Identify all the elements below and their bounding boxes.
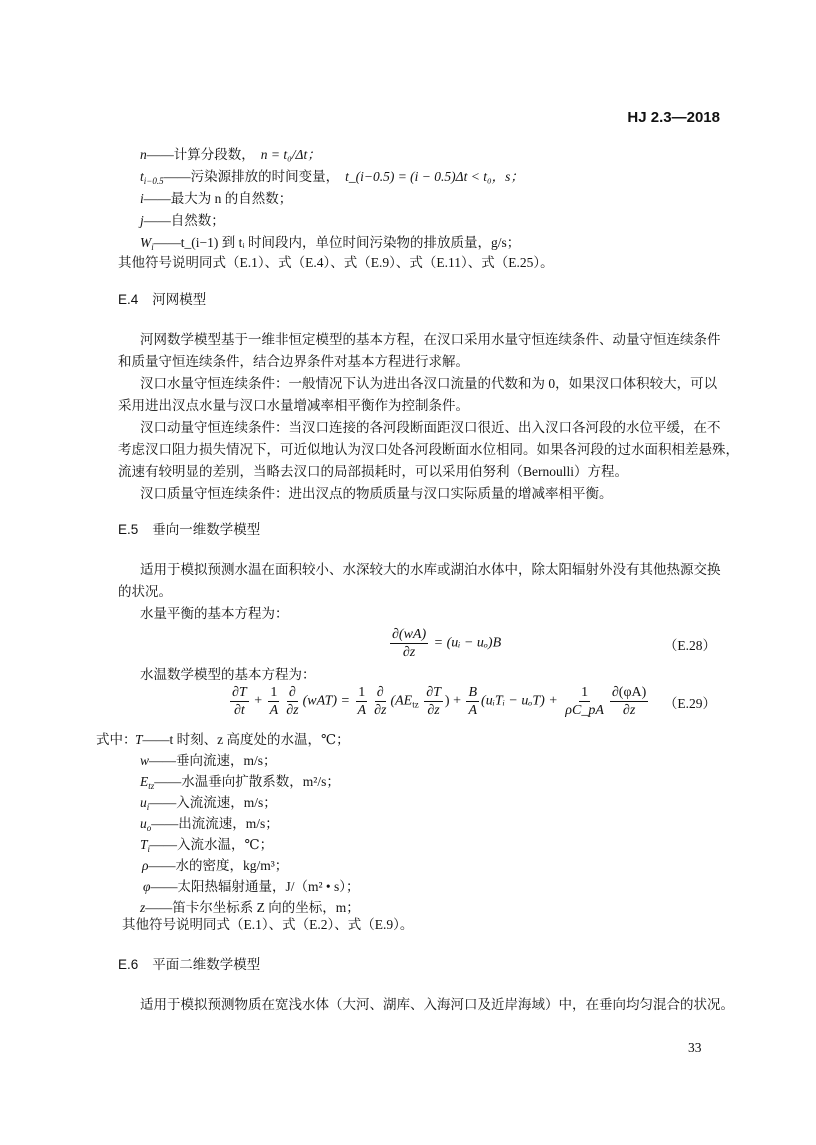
paragraph-line: 汊口水量守恒连续条件：一般情况下认为进出各汊口流量的代数和为 0，如果汊口体积较大，可以 xyxy=(140,376,718,391)
symbol: E xyxy=(140,774,149,789)
definition-text: ——最大为 n 的自然数； xyxy=(143,191,293,206)
paragraph-line: 采用进出汊点水量与汊口水量增减率相平衡作为控制条件。 xyxy=(118,398,469,413)
paragraph-line: 流速有较明显的差别，当略去汊口的局部损耗时，可以采用伯努利（Bernoulli）方程。 xyxy=(118,464,628,479)
section-title: 平面二维数学模型 xyxy=(152,957,261,972)
equation-label-e28: （E.28） xyxy=(663,638,716,653)
symbol-subscript: i xyxy=(146,802,150,812)
symbol-subscript: i xyxy=(151,242,154,252)
paragraph-line: 水量平衡的基本方程为： xyxy=(140,606,289,621)
section-heading-e4 xyxy=(118,290,206,310)
symbol: n xyxy=(140,147,147,162)
definition-text: ——太阳热辐射通量，J/（m² • s）； xyxy=(150,879,360,894)
where-label: 式中： xyxy=(96,732,137,747)
symbol-definition xyxy=(140,189,292,209)
definition-text: ——入流流速，m/s； xyxy=(149,795,277,810)
symbol: T xyxy=(135,732,143,747)
paragraph-line: 适用于模拟预测水温在面积较小、水深较大的水库或湖泊水体中，除太阳辐射外没有其他热源交换 xyxy=(140,562,721,577)
symbol-definition xyxy=(135,730,350,750)
definition-formula: n = t₀/Δt； xyxy=(260,147,321,162)
equation-e28: $\frac{\partial(wA)}{\partial z}$ = (uᵢ − uₒ)B xyxy=(392,627,502,660)
symbol-subscript: tz xyxy=(148,781,155,791)
symbol-definition xyxy=(140,751,277,771)
symbol: j xyxy=(140,213,144,228)
paragraph-line: 的状况。 xyxy=(118,584,172,599)
symbol-subscript: i−0.5 xyxy=(143,176,164,186)
section-title: 垂向一维数学模型 xyxy=(152,522,261,537)
definition-text: ——笛卡尔坐标系 Z 向的坐标，m； xyxy=(145,900,360,915)
paragraph-line: 水温数学模型的基本方程为： xyxy=(140,667,316,682)
symbol-definition xyxy=(140,145,321,165)
definition-text: ——水温垂向扩散系数，m²/s； xyxy=(154,774,340,789)
symbol-definition xyxy=(140,167,524,191)
paragraph-line: 汊口质量守恒连续条件：进出汊点的物质质量与汊口实际质量的增减率相平衡。 xyxy=(140,486,613,501)
definition-text: ——出流流速，m/s； xyxy=(151,816,279,831)
definition-text: ——水的密度，kg/m³； xyxy=(148,858,289,873)
symbol: W xyxy=(140,235,152,250)
other-symbols-note: 其他符号说明同式（E.1）、式（E.4）、式（E.9）、式（E.11）、式（E.25）。 xyxy=(118,255,554,270)
symbol: w xyxy=(140,753,150,768)
symbol-definition xyxy=(140,211,225,231)
section-number: E.6 xyxy=(118,957,139,972)
section-number: E.4 xyxy=(118,292,139,307)
symbol: φ xyxy=(143,879,151,894)
symbol: z xyxy=(140,900,146,915)
symbol: i xyxy=(140,191,144,206)
equation-label-e29: （E.29） xyxy=(663,696,716,711)
symbol-subscript: i xyxy=(147,844,151,854)
symbol-definition xyxy=(142,856,288,876)
page-number: 33 xyxy=(688,1040,702,1055)
section-title: 河网模型 xyxy=(152,292,207,307)
section-number: E.5 xyxy=(118,522,139,537)
paragraph-line: 和质量守恒连续条件，结合边界条件对基本方程进行求解。 xyxy=(118,354,469,369)
paragraph-line: 汊口动量守恒连续条件：当汊口连接的各河段断面距汊口很近、出入汊口各河段的水位平缓，在不 xyxy=(140,420,721,435)
equation-e29: $\frac{\partial T}{\partial t}$ + $\frac{1}{A}$ $\frac{\partial}{\partial z}$ (wAT) = $\frac{1}{A}$ $\frac{\partial}{\partial z}$ ($AE_{tz}$ $\frac{\partial T}{\partial z}$ ) + $\frac{B}{A}$ (uᵢTᵢ − uₒT) + $\frac{1}{\rho C\_pA}$ $\frac{\partial(\varphi A)}{\partial z}$ xyxy=(232,685,647,718)
paragraph-line: 河网数学模型基于一维非恒定模型的基本方程，在汊口采用水量守恒连续条件、动量守恒连续条件 xyxy=(140,332,721,347)
symbol: u xyxy=(140,816,147,831)
symbol-subscript: o xyxy=(146,823,152,833)
definition-text: ——计算分段数， xyxy=(146,147,255,162)
symbol: t xyxy=(140,169,144,184)
symbol-definition xyxy=(143,877,360,897)
definition-text: ——t 时刻、z 高度处的水温，℃； xyxy=(142,732,350,747)
paragraph-line: 适用于模拟预测物质在宽浅水体（大河、湖库、入海河口及近岸海域）中，在垂向均匀混合的状况。 xyxy=(140,997,734,1012)
section-heading-e5 xyxy=(118,520,260,540)
symbol: u xyxy=(140,795,147,810)
paragraph-line: 考虑汊口阻力损失情况下，可近似地认为汊口处各河段断面水位相同。如果各河段的过水面积相差悬殊， xyxy=(118,442,739,457)
definition-text: ——污染源排放的时间变量， xyxy=(163,169,340,184)
symbol: ρ xyxy=(142,858,149,873)
definition-formula: t_(i−0.5) = (i − 0.5)Δt < t₀，s； xyxy=(345,169,524,184)
definition-text: ——自然数； xyxy=(143,213,225,228)
section-heading-e6 xyxy=(118,955,260,975)
symbol: T xyxy=(140,837,148,852)
definition-text: ——入流水温，℃； xyxy=(150,837,274,852)
definition-text: ——t_(i−1) 到 tᵢ 时间段内，单位时间污染物的排放质量，g/s； xyxy=(153,235,521,250)
definition-text: ——垂向流速，m/s； xyxy=(149,753,277,768)
document-header: HJ 2.3—2018 xyxy=(627,109,720,126)
other-symbols-note: 其他符号说明同式（E.1）、式（E.2）、式（E.9）。 xyxy=(122,917,414,932)
